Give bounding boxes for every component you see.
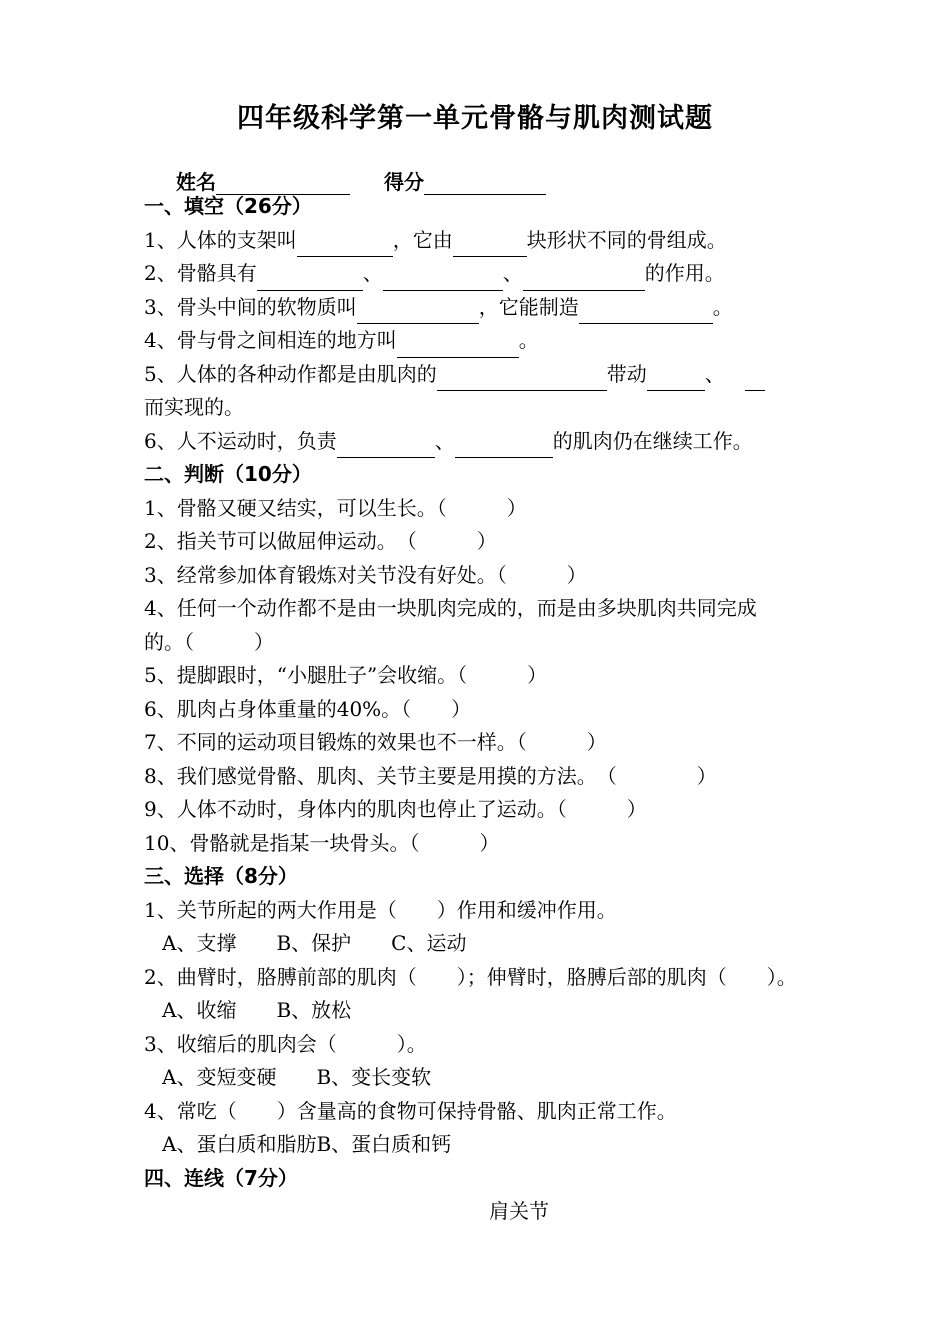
choice-options-4: A、蛋白质和脂肪B、蛋白质和钙 (162, 1132, 452, 1156)
fill-blank[interactable] (523, 268, 645, 291)
fill-question-4: 4、骨与骨之间相连的地方叫 。 (144, 324, 814, 358)
name-label: 姓名 (176, 170, 216, 194)
judge-question: 10、骨骼就是指某一块骨头。（ ） (144, 830, 500, 855)
fill-blank[interactable] (397, 335, 519, 358)
judge-question: 5、提脚跟时，“小腿肚子”会收缩。（ ） (144, 663, 548, 687)
fill-blank[interactable] (579, 301, 713, 324)
section-match: 四、连线（7分） (144, 1165, 298, 1190)
judge-question: 的。（ ） (144, 629, 274, 654)
judge-question: 6、肌肉占身体重量的40%。（ ） (144, 696, 472, 721)
fill-blank[interactable] (437, 368, 607, 391)
choice-question-1: 1、关节所起的两大作用是（ ）作用和缓冲作用。 (144, 897, 617, 922)
judge-question: 3、经常参加体育锻炼对关节没有好处。（ ） (144, 562, 587, 587)
judge-question: 9、人体不动时，身体内的肌肉也停止了运动。（ ） (144, 797, 647, 821)
fill-question-2: 2、骨骼具有 、 、 的作用。 (144, 257, 814, 291)
fill-question-6: 6、人不运动时，负责 、 的肌肉仍在继续工作。 (144, 425, 814, 459)
fill-blank[interactable] (357, 301, 479, 324)
score-label: 得分 (384, 170, 424, 194)
fill-blank[interactable] (453, 234, 527, 257)
fill-question-5-cont: 而实现的。 (144, 395, 244, 419)
section-judge: 二、判断（10分） (144, 462, 312, 486)
judge-question: 8、我们感觉骨骼、肌肉、关节主要是用摸的方法。 （ ） (144, 763, 717, 788)
fill-question-1: 1、人体的支架叫 ，它由 块形状不同的骨组成。 (144, 224, 814, 258)
choice-options-2: A、收缩 B、放松 (162, 998, 352, 1022)
judge-question: 4、任何一个动作都不是由一块肌肉完成的，而是由多块肌肉共同完成 (144, 596, 757, 620)
fill-blank[interactable] (455, 435, 553, 458)
fill-blank[interactable] (337, 435, 435, 458)
fill-blank[interactable] (257, 268, 363, 291)
fill-question-5: 5、人体的各种动作都是由肌肉的 带动 、 (144, 358, 814, 392)
choice-question-2: 2、曲臂时，胳膊前部的肌肉（ ）；伸臂时，胳膊后部的肌肉（ ）。 (144, 964, 797, 989)
section-fill: 一、填空（26分） (144, 194, 312, 218)
fill-blank[interactable] (383, 268, 503, 291)
choice-options-3: A、变短变硬 B、变长变软 (162, 1065, 432, 1089)
choice-question-4: 4、常吃（ ）含量高的食物可保持骨骼、肌肉正常工作。 (144, 1098, 677, 1123)
test-content (144, 190, 814, 1229)
judge-question: 7、不同的运动项目锻炼的效果也不一样。（ ） (144, 730, 607, 754)
page-title: 四年级科学第一单元骨骼与肌肉测试题 (237, 103, 713, 134)
section-choice: 三、选择（8分） (144, 864, 298, 888)
fill-blank[interactable] (297, 234, 393, 257)
fill-question-3: 3、骨头中间的软物质叫 ，它能制造 。 (144, 291, 814, 325)
judge-question: 1、骨骼又硬又结实，可以生长。（ ） (144, 495, 527, 520)
choice-options-1: A、支撑 B、保护 C、运动 (162, 931, 467, 955)
choice-question-3: 3、收缩后的肌肉会（ ）。 (144, 1031, 427, 1056)
match-item: 肩关节 (489, 1199, 549, 1223)
fill-blank[interactable] (647, 368, 705, 391)
fill-blank[interactable] (745, 368, 765, 391)
judge-question: 2、指关节可以做屈伸运动。 （ ） (144, 529, 497, 553)
